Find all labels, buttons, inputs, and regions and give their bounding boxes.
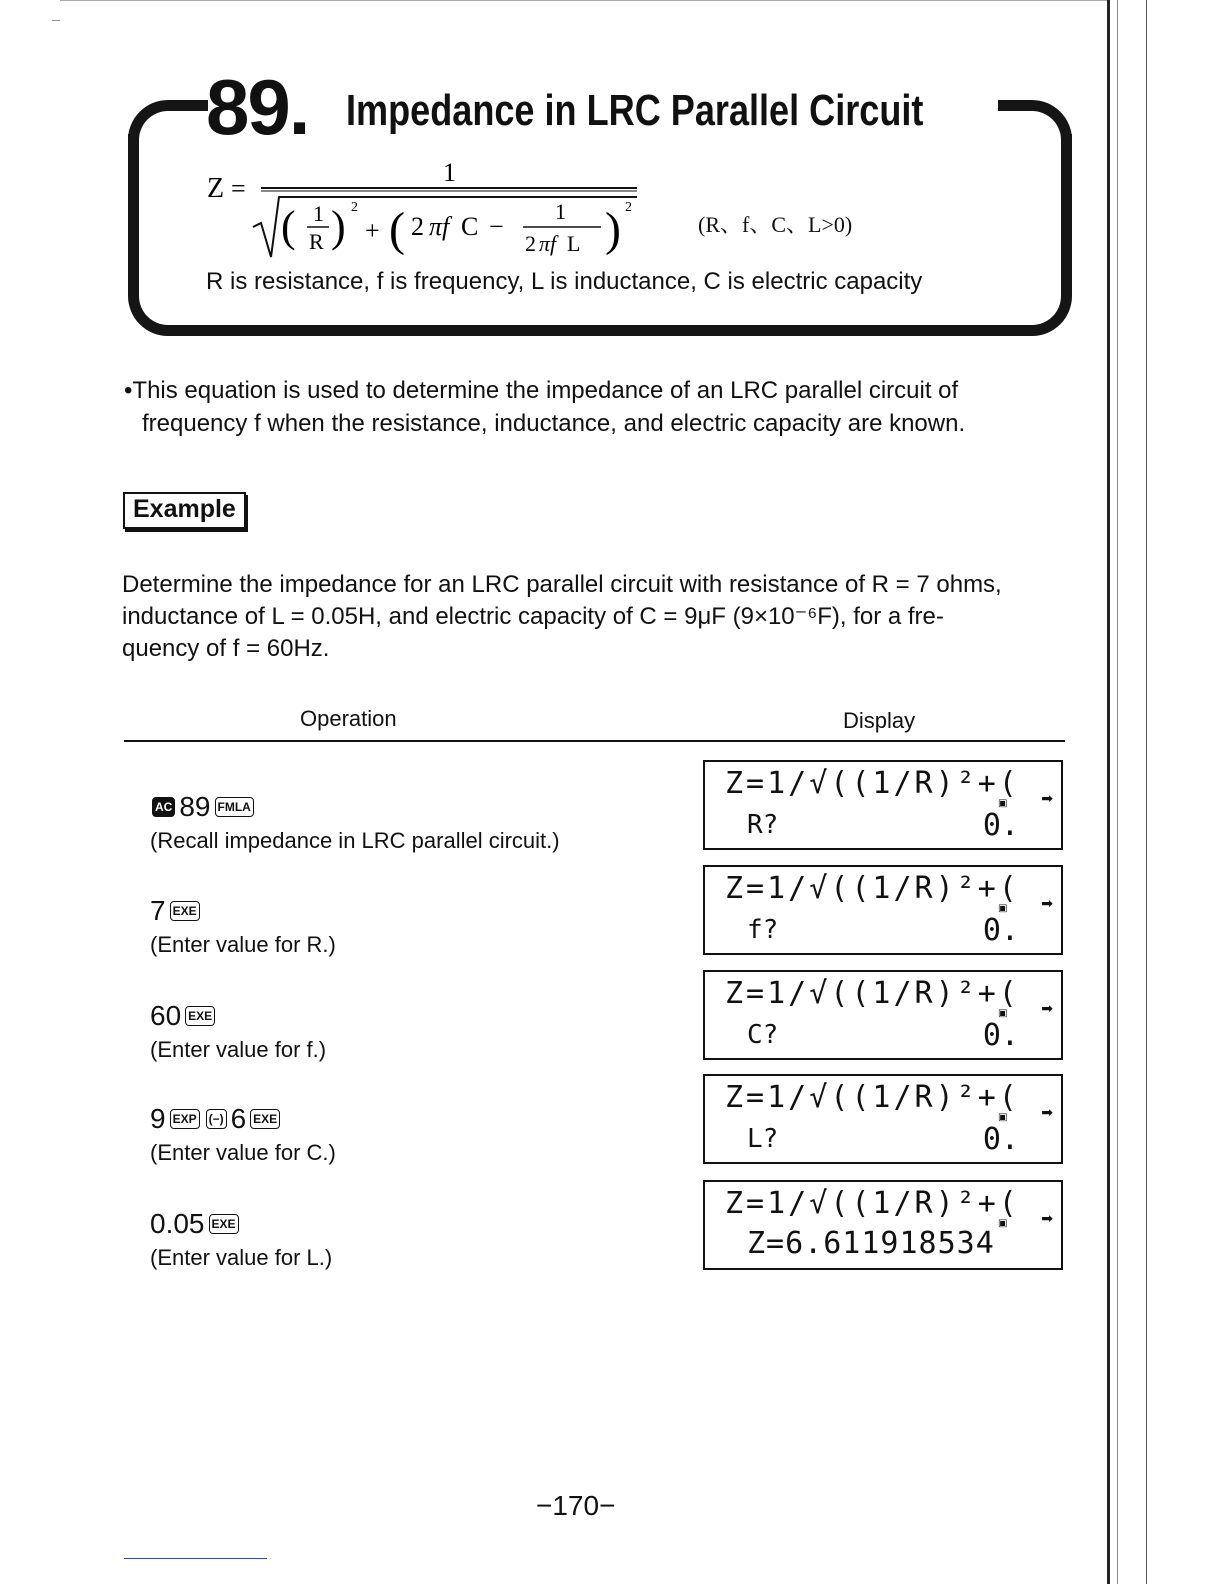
margin-tick <box>52 20 60 21</box>
fmla-key-icon: FMLA <box>215 797 254 817</box>
key-entry: 60 <box>150 1000 182 1031</box>
display-value: 0. <box>982 913 1019 948</box>
table-header-rule <box>124 740 1065 742</box>
example-problem <box>122 569 1082 665</box>
svg-text:(: ( <box>389 203 405 256</box>
arrow-right-icon: ➡ <box>1041 790 1053 806</box>
variable-definitions: R is resistance, f is frequency, L is inductance, C is electric capacity <box>206 268 923 295</box>
indicator-icon: ▣ <box>998 1218 1008 1229</box>
description-line: •This equation is used to determine the impedance of an LRC parallel circuit of <box>124 377 959 404</box>
ac-key-icon: AC <box>152 797 175 817</box>
arrow-right-icon: ➡ <box>1041 1000 1053 1016</box>
display-formula-line: Z=1/√((1/R)²+( <box>725 766 1020 801</box>
formula-condition: (R、f、C、L>0) <box>698 212 853 237</box>
section-number: 89. <box>206 63 309 151</box>
display-formula-line: Z=1/√((1/R)²+( <box>725 1080 1020 1115</box>
display-prompt: C? <box>747 1020 779 1050</box>
svg-text:2: 2 <box>351 200 358 215</box>
svg-text:+: + <box>365 216 380 245</box>
svg-text:(: ( <box>281 202 296 251</box>
svg-text:R: R <box>309 229 324 254</box>
step-note: (Enter value for R.) <box>150 932 336 957</box>
operation-step <box>150 1209 332 1271</box>
example-label: Example <box>123 492 246 529</box>
calculator-display <box>703 970 1063 1060</box>
display-value: 0. <box>982 808 1019 843</box>
svg-text:1: 1 <box>313 201 324 226</box>
description-line: frequency f when the resistance, inductance, and electric capacity are known. <box>142 410 966 437</box>
calculator-display <box>703 760 1063 850</box>
step-note: (Enter value for C.) <box>150 1140 336 1165</box>
svg-text:=: = <box>231 174 246 203</box>
exe-key-icon: EXE <box>185 1006 215 1026</box>
svg-text:): ) <box>331 202 346 251</box>
svg-text:L: L <box>567 231 581 256</box>
display-prompt: R? <box>747 810 779 840</box>
svg-text:πf: πf <box>539 231 557 256</box>
operation-header: Operation <box>300 706 397 731</box>
display-value: 0. <box>982 1018 1019 1053</box>
svg-text:2: 2 <box>525 231 536 256</box>
section-title: Impedance in LRC Parallel Circuit <box>346 86 924 135</box>
exe-key-icon: EXE <box>170 901 200 921</box>
calculator-display <box>703 1074 1063 1164</box>
operation-step <box>150 1104 336 1166</box>
indicator-icon: ▣ <box>998 1112 1008 1123</box>
svg-text:−: − <box>489 212 504 241</box>
svg-text:2: 2 <box>411 212 424 241</box>
arrow-right-icon: ➡ <box>1041 1104 1053 1120</box>
indicator-icon: ▣ <box>998 903 1008 914</box>
negative-key-icon: (−) <box>206 1109 227 1129</box>
exe-key-icon: EXE <box>209 1214 239 1234</box>
display-formula-line: Z=1/√((1/R)²+( <box>725 871 1020 906</box>
exe-key-icon: EXE <box>250 1109 280 1129</box>
indicator-icon: ▣ <box>998 1008 1008 1019</box>
display-value: 0. <box>982 1122 1019 1157</box>
step-note: (Enter value for L.) <box>150 1245 333 1270</box>
indicator-icon: ▣ <box>998 798 1008 809</box>
key-entry: 7 <box>150 895 166 926</box>
display-result: Z=6.611918534 <box>747 1226 995 1261</box>
operation-step <box>150 792 560 854</box>
display-formula-line: Z=1/√((1/R)²+( <box>725 1186 1020 1221</box>
arrow-right-icon: ➡ <box>1041 895 1053 911</box>
svg-text:2: 2 <box>625 200 632 215</box>
footnote-rule <box>124 1558 267 1559</box>
calculator-display <box>703 1180 1063 1270</box>
key-entry: 0.05 <box>150 1208 205 1239</box>
display-header: Display <box>843 708 916 733</box>
formula-numerator: 1 <box>443 158 456 187</box>
svg-text:πf: πf <box>429 212 450 241</box>
operation-step <box>150 896 336 958</box>
formula-lhs: Z <box>207 173 225 204</box>
svg-text:1: 1 <box>555 199 566 224</box>
svg-text:): ) <box>605 203 621 256</box>
calculator-display <box>703 865 1063 955</box>
key-entry: 89 <box>179 791 211 822</box>
step-note: (Enter value for f.) <box>150 1037 327 1062</box>
page-number: −170− <box>536 1490 616 1521</box>
step-note: (Recall impedance in LRC parallel circuit.) <box>150 828 560 853</box>
page-top-rule <box>60 0 1110 1</box>
display-formula-line: Z=1/√((1/R)²+( <box>725 976 1020 1011</box>
display-prompt: f? <box>747 915 779 945</box>
problem-line: quency of f = 60Hz. <box>122 635 330 662</box>
problem-line: Determine the impedance for an LRC parallel circuit with resistance of R = 7 ohms, <box>122 571 1002 598</box>
description <box>124 374 1084 440</box>
problem-line: inductance of L = 0.05H, and electric capacity of C = 9μF (9×10⁻⁶F), for a fre- <box>122 603 944 630</box>
display-prompt: L? <box>747 1124 779 1154</box>
exp-key-icon: EXP <box>170 1109 200 1129</box>
page-binding-edge <box>1107 0 1147 1584</box>
key-entry: 6 <box>230 1103 247 1134</box>
svg-text:C: C <box>461 212 479 241</box>
impedance-formula <box>205 155 655 265</box>
key-entry: 9 <box>150 1103 166 1134</box>
arrow-right-icon: ➡ <box>1041 1210 1053 1226</box>
operation-step <box>150 1001 326 1063</box>
